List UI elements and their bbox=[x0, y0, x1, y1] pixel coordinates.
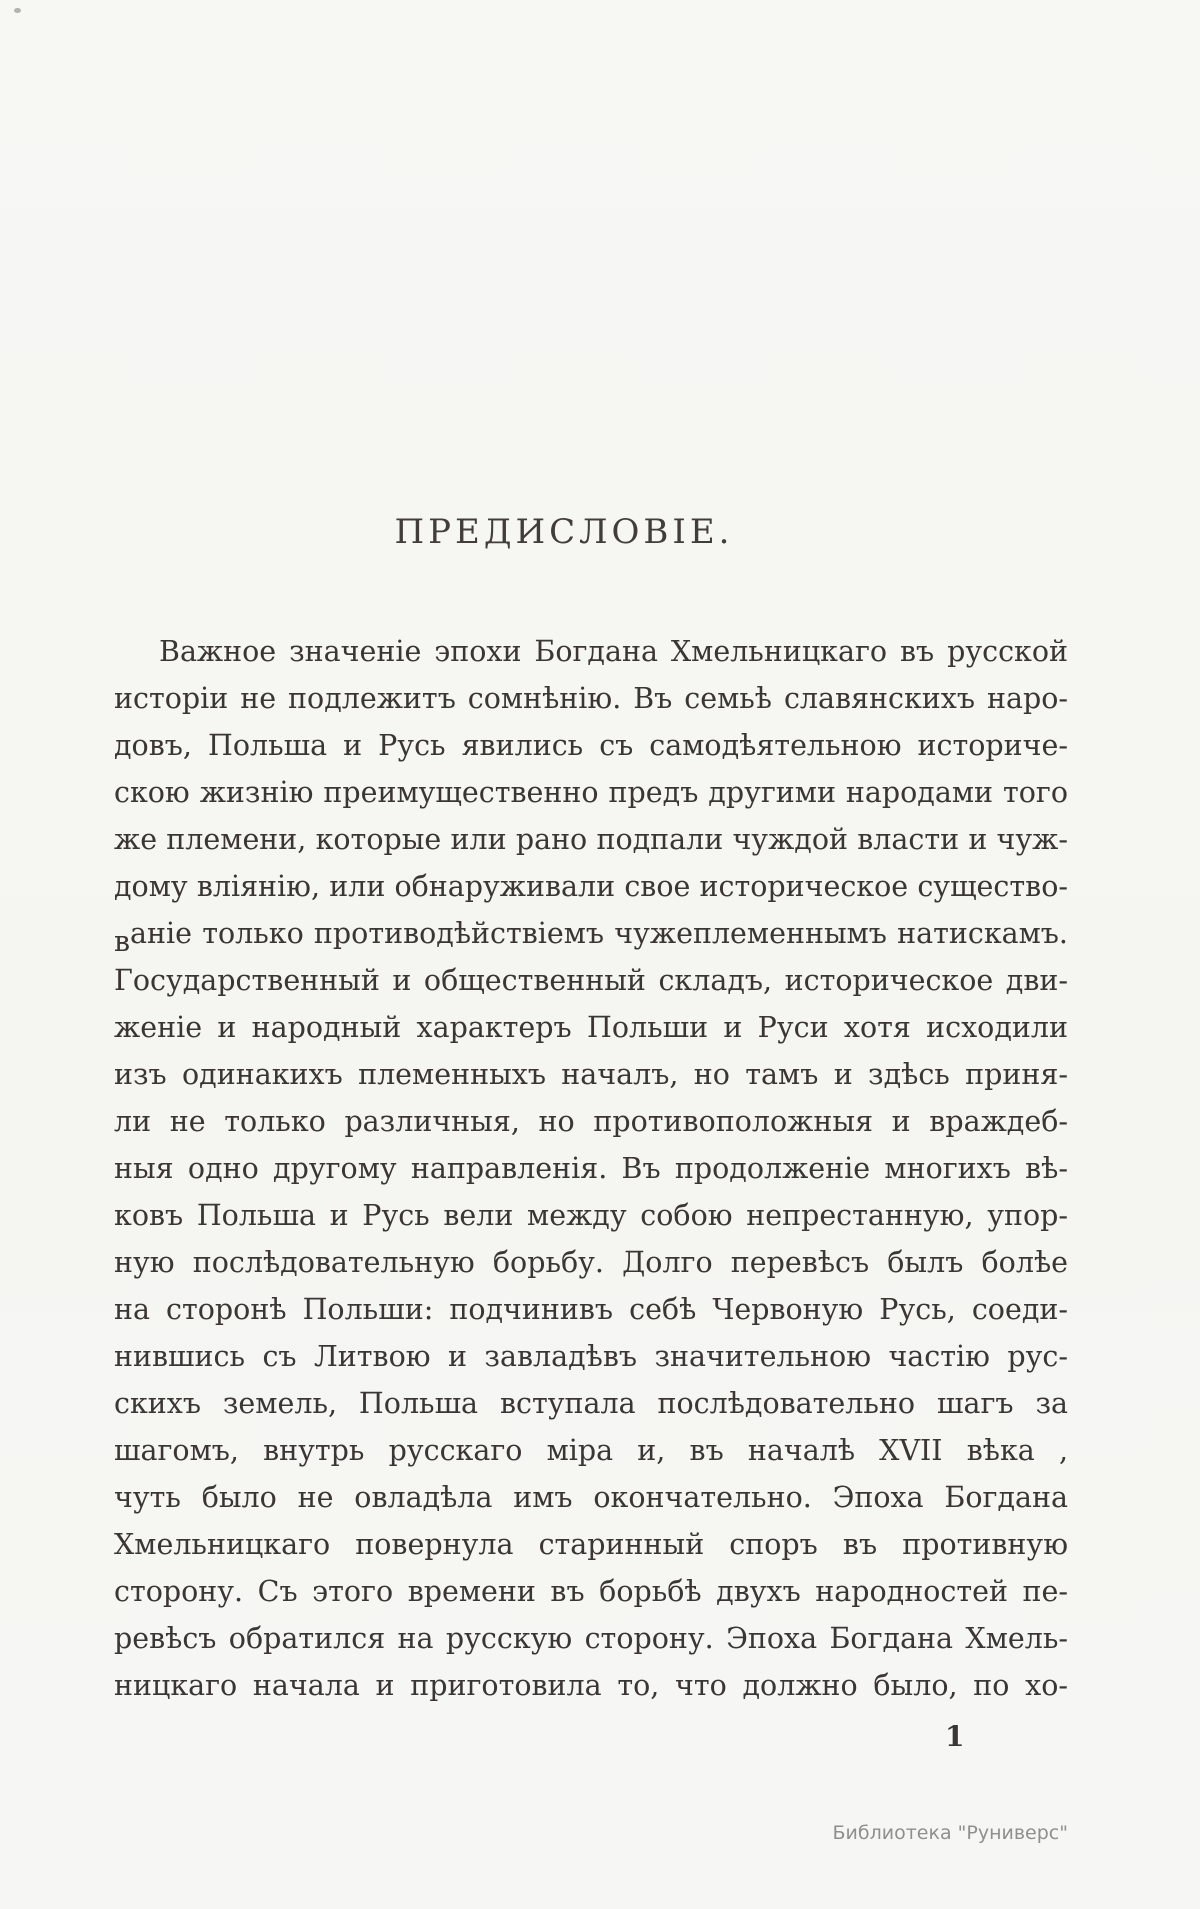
text-line: дому вліянію, или обнаруживали свое историческое существо- bbox=[114, 870, 1068, 903]
page-number: 1 bbox=[945, 1720, 965, 1753]
text-line: нившись съ Литвою и завладѣвъ значительною частію рус- bbox=[114, 1340, 1068, 1373]
text-line: скою жизнію преимущественно предъ другими народами того bbox=[114, 776, 1068, 809]
text-line: Хмельницкаго повернула старинный споръ въ противную bbox=[114, 1528, 1068, 1561]
text-line: чуть было не овладѣла имъ окончательно. Эпоха Богдана bbox=[114, 1481, 1068, 1514]
text-line: же племени, которые или рано подпали чуждой власти и чуж- bbox=[114, 823, 1068, 856]
scan-artifact-speck bbox=[14, 8, 21, 13]
text-line: ныя одно другому направленія. Въ продолженіе многихъ вѣ- bbox=[114, 1152, 1068, 1185]
text-line: ревѣсъ обратился на русскую сторону. Эпоха Богдана Хмель- bbox=[114, 1622, 1068, 1655]
text-line: ковъ Польша и Русь вели между собою непрестанную, упор- bbox=[114, 1199, 1068, 1232]
text-line: шагомъ, внутрь русскаго міра и, въ началѣ XVII вѣка , bbox=[114, 1434, 1068, 1467]
chapter-heading: ПРЕДИСЛОВІЕ. bbox=[394, 512, 734, 552]
text-line: Важное значеніе эпохи Богдана Хмельницкаго въ русской bbox=[159, 635, 1068, 668]
text-line: довъ, Польша и Русь явились съ самодѣятельною историче- bbox=[114, 729, 1068, 762]
text-line: ли не только различныя, но противоположныя и враждеб- bbox=[114, 1105, 1068, 1138]
text-line: ную послѣдовательную борьбу. Долго перевѣсъ былъ болѣе bbox=[114, 1246, 1068, 1279]
preface-paragraph bbox=[114, 628, 1068, 1709]
text-line: ницкаго начала и приготовила то, что должно было, по хо- bbox=[114, 1669, 1068, 1702]
text-line: сторону. Съ этого времени въ борьбѣ двухъ народностей пе- bbox=[114, 1575, 1068, 1608]
text-line: ваніе только противодѣйствіемъ чужеплеменнымъ натискамъ. bbox=[114, 917, 1068, 958]
text-line: Государственный и общественный складъ, историческое дви- bbox=[114, 964, 1068, 997]
text-line: на сторонѣ Польши: подчинивъ себѣ Червоную Русь, соеди- bbox=[114, 1293, 1068, 1326]
library-watermark: Библиотека "Руниверс" bbox=[832, 1822, 1068, 1844]
text-line: женіе и народный характеръ Польши и Руси хотя исходили bbox=[114, 1011, 1068, 1044]
text-line: скихъ земель, Польша вступала послѣдовательно шагъ за bbox=[114, 1387, 1068, 1420]
text-line: изъ одинакихъ племенныхъ началъ, но тамъ и здѣсь приня- bbox=[114, 1058, 1068, 1091]
text-line: исторіи не подлежитъ сомнѣнію. Въ семьѣ славянскихъ наро- bbox=[114, 682, 1068, 715]
